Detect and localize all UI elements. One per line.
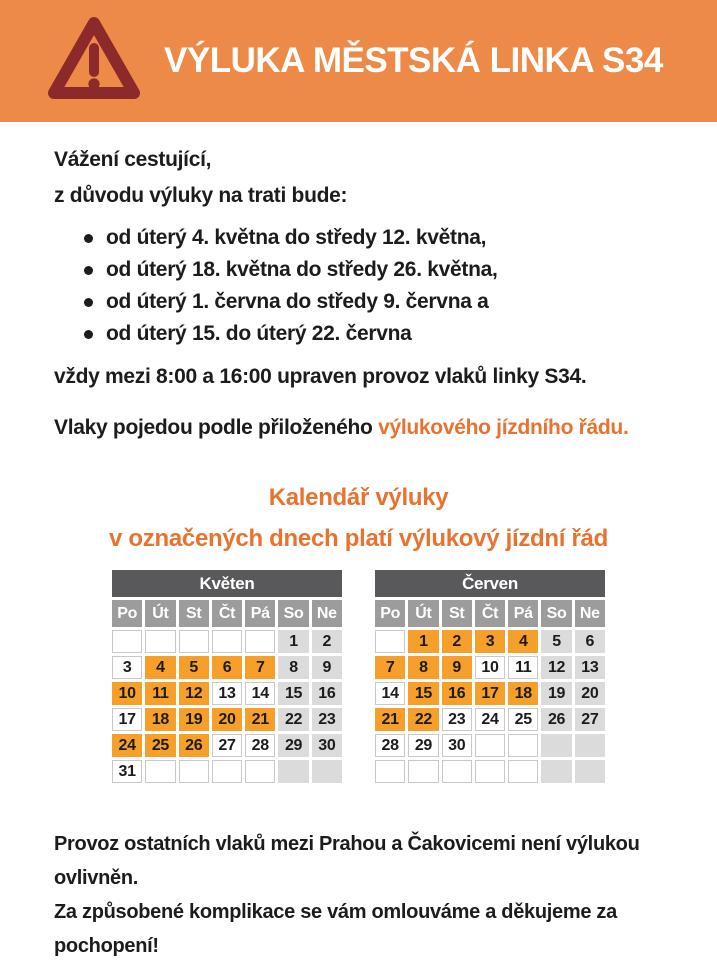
list-item: od úterý 4. května do středy 12. května, [84,222,663,254]
day-header: Ne [575,600,605,627]
calendar-day-highlighted: 22 [408,708,438,731]
calendar-day-highlighted: 15 [408,682,438,705]
day-header: Čt [212,600,242,627]
day-header: Ne [312,600,342,627]
calendar-day [508,734,538,757]
list-item: od úterý 1. června do středy 9. června a [84,286,663,318]
page-title: VÝLUKA MĚSTSKÁ LINKA S34 [164,41,663,80]
calendar-day-highlighted: 26 [179,734,209,757]
warning-triangle-icon [42,11,146,111]
calendar-day [179,760,209,783]
calendar-day: 29 [408,734,438,757]
calendar-day: 24 [475,708,505,731]
calendar-day: 16 [312,682,342,705]
day-header: Pá [508,600,538,627]
calendar-day: 20 [575,682,605,705]
calendar-day-highlighted: 12 [179,682,209,705]
closure-dates-list [54,222,663,350]
calendar-day-highlighted: 3 [475,630,505,653]
calendar-day: 26 [541,708,571,731]
calendar-day: 22 [278,708,308,731]
calendar-day-highlighted: 7 [245,656,275,679]
calendar-day: 1 [278,630,308,653]
calendar-day: 28 [245,734,275,757]
footer-note [0,827,717,963]
day-header: St [179,600,209,627]
month-title: Červen [375,570,605,597]
calendar-day: 8 [278,656,308,679]
calendar-day [245,630,275,653]
notice-body [0,122,717,446]
list-item: od úterý 18. května do středy 26. května, [84,254,663,286]
calendar-day [442,760,472,783]
calendar-day [145,760,175,783]
calendar-day: 27 [212,734,242,757]
calendar-day: 13 [575,656,605,679]
calendar-day-highlighted: 18 [145,708,175,731]
calendar-day-highlighted: 10 [112,682,142,705]
calendar-day: 14 [245,682,275,705]
calendar-day [408,760,438,783]
calendar-day [278,760,308,783]
calendar-day: 28 [375,734,405,757]
calendar-day [312,760,342,783]
calendar-day: 14 [375,682,405,705]
timetable-line [54,410,663,446]
calendar-day [375,630,405,653]
calendar-day-highlighted: 20 [212,708,242,731]
calendar-day: 30 [312,734,342,757]
calendar-day-highlighted: 21 [245,708,275,731]
month-title: Květen [112,570,342,597]
day-header: Po [375,600,405,627]
calendar-day-highlighted: 21 [375,708,405,731]
calendar-day-highlighted: 7 [375,656,405,679]
day-header: Út [145,600,175,627]
hours-line: vždy mezi 8:00 a 16:00 upraven provoz vlaků linky S34. [54,365,587,388]
calendar-day [508,760,538,783]
calendar-day: 27 [575,708,605,731]
footer-line-2: Za způsobené komplikace se vám omlouváme a děkujeme za pochopení! [54,901,617,957]
month-grid [375,600,605,783]
calendar-day-highlighted: 1 [408,630,438,653]
timetable-line-black: Vlaky pojedou podle přiloženého [54,416,379,439]
calendar-day-highlighted: 24 [112,734,142,757]
calendar-day-highlighted: 2 [442,630,472,653]
calendar-day-highlighted: 4 [508,630,538,653]
calendar-day [179,630,209,653]
calendar-day: 31 [112,760,142,783]
calendar-day: 30 [442,734,472,757]
calendar-day [112,630,142,653]
calendar-day-highlighted: 11 [145,682,175,705]
calendar-title: Kalendář výluky [268,484,449,511]
reason-line: z důvodu výluky na trati bude: [54,184,348,207]
day-header: Po [112,600,142,627]
calendar-june [375,570,605,783]
calendar-day: 19 [541,682,571,705]
calendar-day-highlighted: 18 [508,682,538,705]
day-header: Pá [245,600,275,627]
calendar-day-highlighted: 9 [442,656,472,679]
calendar-may [112,570,342,783]
calendar-day [575,734,605,757]
calendars-container [0,570,717,783]
calendar-day-highlighted: 25 [145,734,175,757]
calendar-day [541,734,571,757]
calendar-day-highlighted: 4 [145,656,175,679]
calendar-day: 13 [212,682,242,705]
calendar-day [575,760,605,783]
calendar-day-highlighted: 8 [408,656,438,679]
calendar-day [212,760,242,783]
calendar-day: 6 [575,630,605,653]
calendar-day: 29 [278,734,308,757]
calendar-day-highlighted: 6 [212,656,242,679]
calendar-day: 17 [112,708,142,731]
calendar-day-highlighted: 16 [442,682,472,705]
calendar-day: 23 [312,708,342,731]
day-header: So [278,600,308,627]
greeting-line: Vážení cestující, [54,148,212,171]
calendar-day [145,630,175,653]
calendar-day: 9 [312,656,342,679]
calendar-day: 15 [278,682,308,705]
calendar-day-highlighted: 19 [179,708,209,731]
day-header: So [541,600,571,627]
calendar-day [375,760,405,783]
calendar-day-highlighted: 17 [475,682,505,705]
day-header: Út [408,600,438,627]
calendar-day: 2 [312,630,342,653]
calendar-day [475,734,505,757]
calendar-day: 23 [442,708,472,731]
list-item: od úterý 15. do úterý 22. června [84,318,663,350]
calendar-day: 25 [508,708,538,731]
timetable-line-orange: výlukového jízdního řádu. [378,416,629,439]
calendar-day [212,630,242,653]
calendar-day: 11 [508,656,538,679]
calendar-day: 12 [541,656,571,679]
month-grid [112,600,342,783]
calendar-day [245,760,275,783]
calendar-day [541,760,571,783]
calendar-day: 5 [541,630,571,653]
footer-line-1: Provoz ostatních vlaků mezi Prahou a Čakovicemi není výlukou ovlivněn. [54,833,640,889]
calendar-day-highlighted: 5 [179,656,209,679]
calendar-day [475,760,505,783]
day-header: Čt [475,600,505,627]
day-header: St [442,600,472,627]
notice-header [0,0,717,122]
calendar-day: 3 [112,656,142,679]
calendar-day: 10 [475,656,505,679]
calendar-subtitle: v označených dnech platí výlukový jízdní řád [109,525,608,552]
